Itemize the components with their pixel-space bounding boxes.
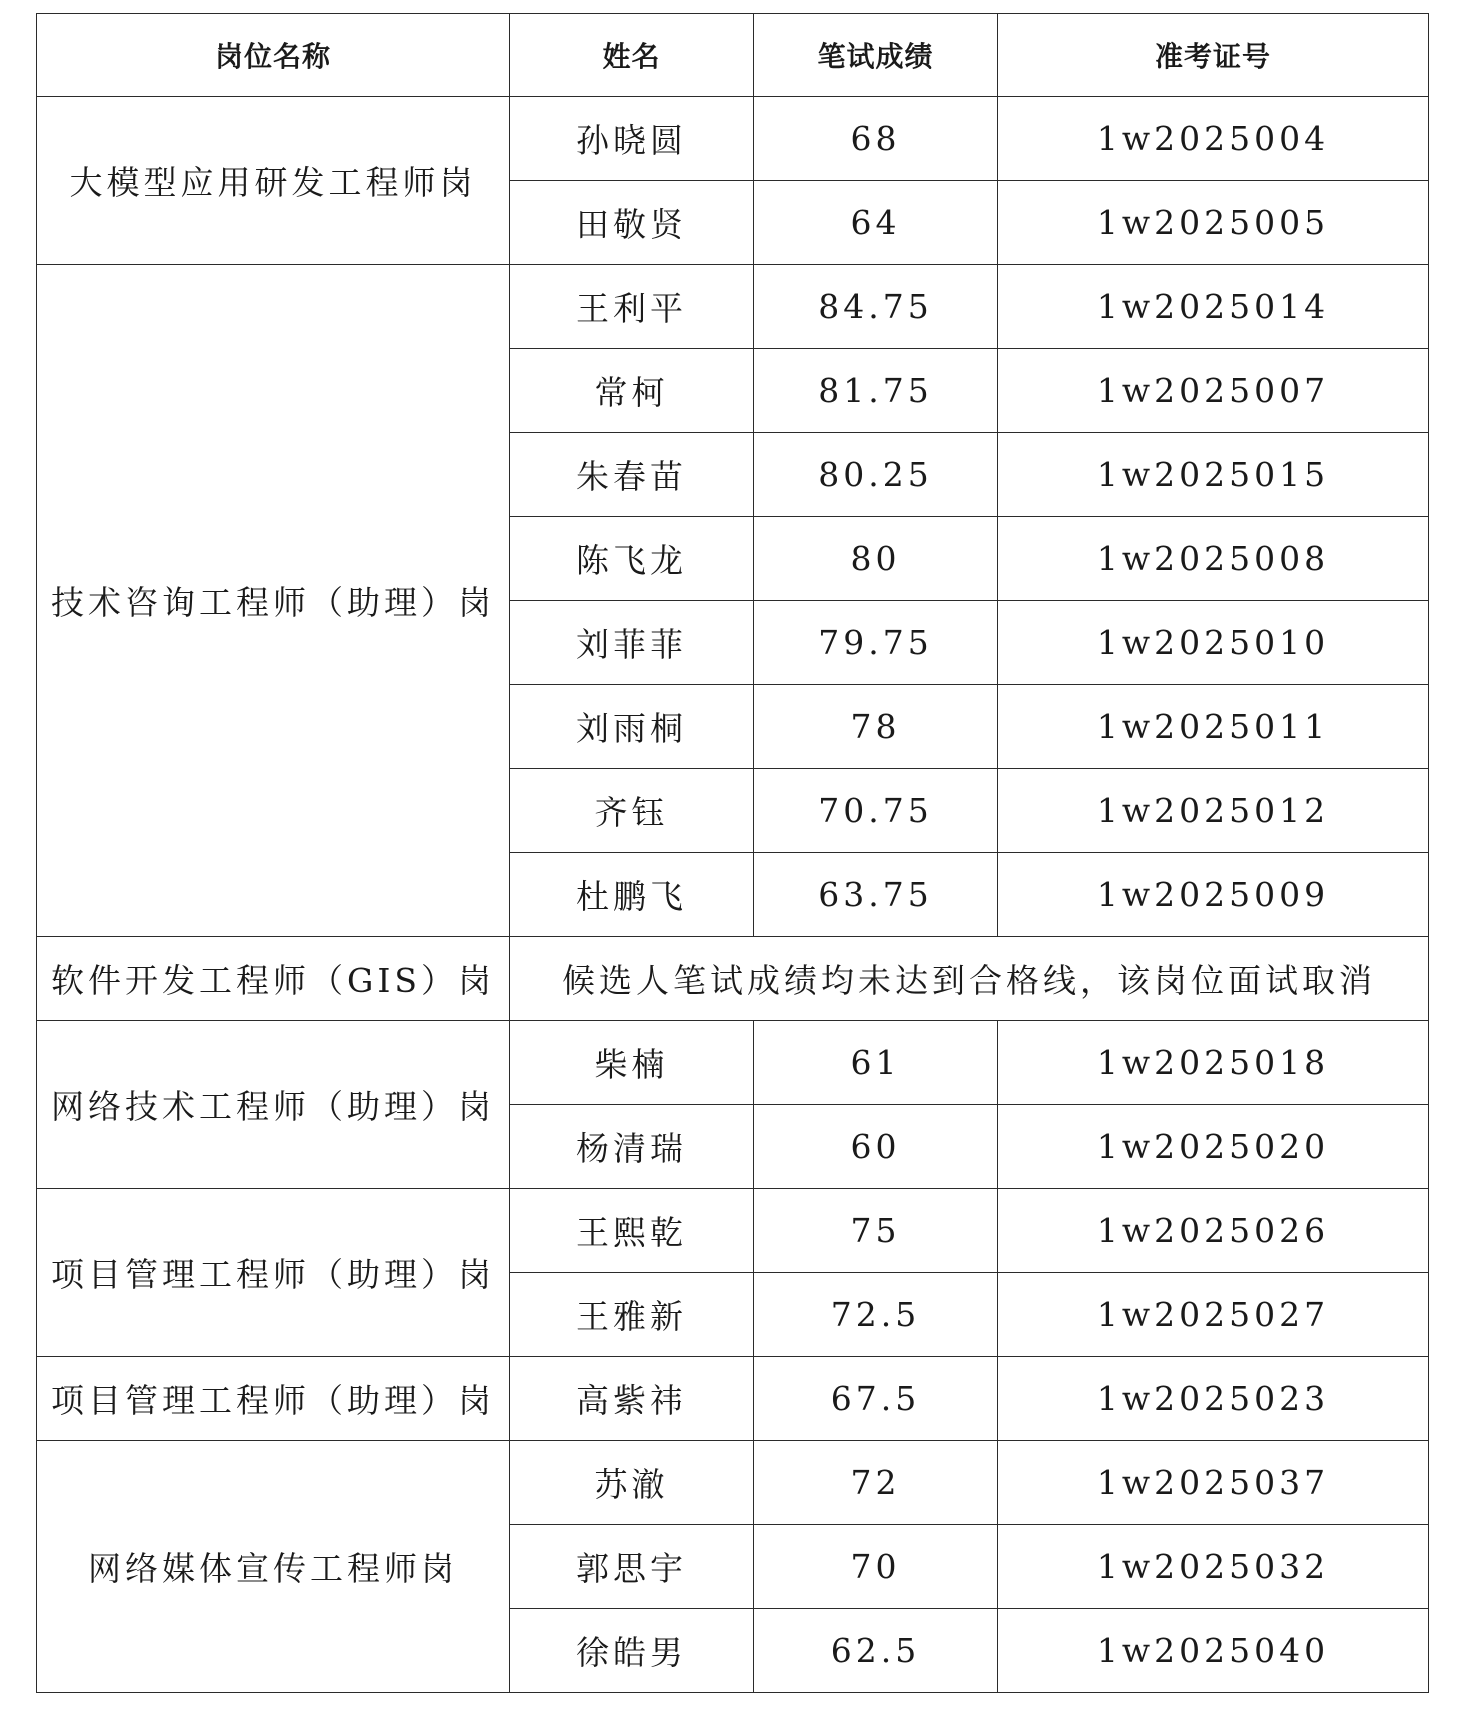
results-table bbox=[36, 13, 1429, 1693]
position-cell: 技术咨询工程师（助理）岗 bbox=[37, 265, 510, 937]
written-score: 60 bbox=[754, 1105, 998, 1189]
candidate-name: 柴楠 bbox=[510, 1021, 754, 1105]
table-row bbox=[37, 97, 1429, 181]
candidate-name: 刘雨桐 bbox=[510, 685, 754, 769]
exam-number: 1w2025015 bbox=[998, 433, 1429, 517]
position-cell: 大模型应用研发工程师岗 bbox=[37, 97, 510, 265]
exam-number: 1w2025009 bbox=[998, 853, 1429, 937]
header-name: 姓名 bbox=[510, 14, 754, 97]
header-exam-number: 准考证号 bbox=[998, 14, 1429, 97]
written-score: 62.5 bbox=[754, 1609, 998, 1693]
exam-number: 1w2025007 bbox=[998, 349, 1429, 433]
exam-number: 1w2025005 bbox=[998, 181, 1429, 265]
position-cell: 项目管理工程师（助理）岗 bbox=[37, 1189, 510, 1357]
position-cell: 项目管理工程师（助理）岗 bbox=[37, 1357, 510, 1441]
written-score: 70.75 bbox=[754, 769, 998, 853]
candidate-name: 常柯 bbox=[510, 349, 754, 433]
written-score: 78 bbox=[754, 685, 998, 769]
exam-number: 1w2025040 bbox=[998, 1609, 1429, 1693]
candidate-name: 苏澈 bbox=[510, 1441, 754, 1525]
exam-number: 1w2025010 bbox=[998, 601, 1429, 685]
candidate-name: 田敬贤 bbox=[510, 181, 754, 265]
candidate-name: 杜鹏飞 bbox=[510, 853, 754, 937]
table-row bbox=[37, 1357, 1429, 1441]
exam-number: 1w2025027 bbox=[998, 1273, 1429, 1357]
exam-number: 1w2025011 bbox=[998, 685, 1429, 769]
exam-number: 1w2025026 bbox=[998, 1189, 1429, 1273]
written-score: 68 bbox=[754, 97, 998, 181]
header-score: 笔试成绩 bbox=[754, 14, 998, 97]
written-score: 81.75 bbox=[754, 349, 998, 433]
written-score: 80 bbox=[754, 517, 998, 601]
exam-number: 1w2025037 bbox=[998, 1441, 1429, 1525]
candidate-name: 杨清瑞 bbox=[510, 1105, 754, 1189]
table-row bbox=[37, 1189, 1429, 1273]
position-cell: 网络技术工程师（助理）岗 bbox=[37, 1021, 510, 1189]
candidate-name: 齐钰 bbox=[510, 769, 754, 853]
candidate-name: 刘菲菲 bbox=[510, 601, 754, 685]
exam-number: 1w2025032 bbox=[998, 1525, 1429, 1609]
candidate-name: 陈飞龙 bbox=[510, 517, 754, 601]
exam-number: 1w2025004 bbox=[998, 97, 1429, 181]
candidate-name: 高紫祎 bbox=[510, 1357, 754, 1441]
candidate-name: 王雅新 bbox=[510, 1273, 754, 1357]
position-cell: 网络媒体宣传工程师岗 bbox=[37, 1441, 510, 1693]
exam-number: 1w2025018 bbox=[998, 1021, 1429, 1105]
exam-number: 1w2025014 bbox=[998, 265, 1429, 349]
written-score: 75 bbox=[754, 1189, 998, 1273]
candidate-name: 孙晓圆 bbox=[510, 97, 754, 181]
written-score: 64 bbox=[754, 181, 998, 265]
written-score: 84.75 bbox=[754, 265, 998, 349]
exam-number: 1w2025023 bbox=[998, 1357, 1429, 1441]
candidate-name: 徐皓男 bbox=[510, 1609, 754, 1693]
table-row bbox=[37, 265, 1429, 349]
exam-number: 1w2025020 bbox=[998, 1105, 1429, 1189]
cancellation-note: 候选人笔试成绩均未达到合格线，该岗位面试取消 bbox=[510, 937, 1429, 1021]
written-score: 72 bbox=[754, 1441, 998, 1525]
written-score: 70 bbox=[754, 1525, 998, 1609]
exam-number: 1w2025008 bbox=[998, 517, 1429, 601]
written-score: 79.75 bbox=[754, 601, 998, 685]
position-cell: 软件开发工程师（GIS）岗 bbox=[37, 937, 510, 1021]
header-position: 岗位名称 bbox=[37, 14, 510, 97]
written-score: 72.5 bbox=[754, 1273, 998, 1357]
table-row bbox=[37, 1441, 1429, 1525]
candidate-name: 郭思宇 bbox=[510, 1525, 754, 1609]
table-row bbox=[37, 1021, 1429, 1105]
written-score: 63.75 bbox=[754, 853, 998, 937]
table-row bbox=[37, 937, 1429, 1021]
exam-number: 1w2025012 bbox=[998, 769, 1429, 853]
written-score: 61 bbox=[754, 1021, 998, 1105]
candidate-name: 朱春苗 bbox=[510, 433, 754, 517]
candidate-name: 王熙乾 bbox=[510, 1189, 754, 1273]
written-score: 67.5 bbox=[754, 1357, 998, 1441]
header-row bbox=[37, 14, 1429, 97]
candidate-name: 王利平 bbox=[510, 265, 754, 349]
written-score: 80.25 bbox=[754, 433, 998, 517]
